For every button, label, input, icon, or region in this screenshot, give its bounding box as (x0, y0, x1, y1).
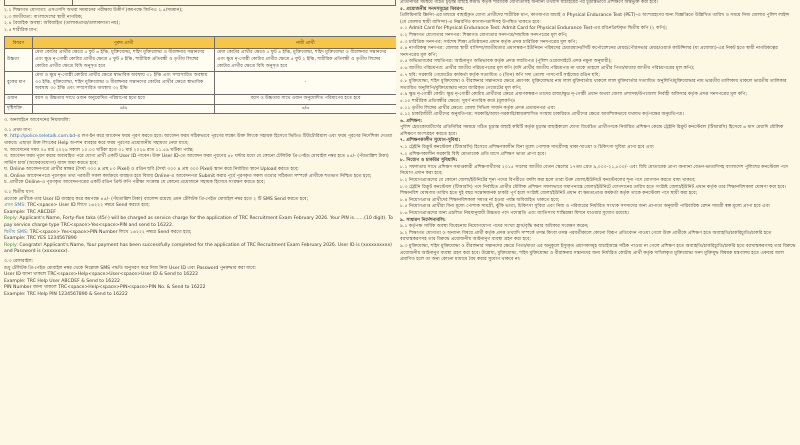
table-header-row (5, 37, 397, 49)
row-label: বুকের মাপ (5, 72, 33, 95)
document-item: ৫.৭ ছবি: সরকারি গেজেটেড কর্মকর্তা কর্তৃক সত্যায়িত ৩ (তিন) কপি সদ্য তোলা পাসপোর্ট সাইজের রঙিন ছবি; (400, 72, 600, 78)
row-female-value: মেধা কোটার প্রার্থীর ক্ষেত্রে ৫ ফুট ৪ ইঞ্চি, মুক্তিযোদ্ধা, শহিদ মুক্তিযোদ্ধা ও বীরাঙ্গনার সন্তানদের এবং ক্ষুদ্র নৃ-গোষ্ঠী কোটার প্রার্থীর ক্ষেত্রে ৫ ফুট ২ ইঞ্চি, শারীরিক প্রতিবন্ধী ও তৃতীয় লিঙ্গের কোটার প্রার্থীর ক্ষেত্রে বিধি অনুসৃত হবে (215, 49, 397, 72)
training-benefit-item: ৭.১ ট্রেইনি রিক্রুট কনস্টেবল (টিআরসি) হিসেবে প্রশিক্ষণকালীন বিনা মূল্যে পোশাক সামগ্রীসহ থাকা-খাওয়া ও চিকিৎসা সুবিধা প্রাপ্য হবে এবং (400, 145, 655, 151)
eligibility-nationality: ২.৩ জাতীয়তা: বাংলাদেশের স্থায়ী নাগরিক; (4, 14, 83, 20)
training-benefit-item: ৭.২ প্রশিক্ষণকালীন সরকারি বিধি মোতাবেক প্রতি মাসে প্রশিক্ষণ ভাতা প্রাপ্য হবে। (400, 151, 546, 157)
table-row-eyesight (5, 104, 397, 114)
left-column (4, 0, 396, 445)
reply-1-text: Applicant's Name, Forty-five taka (45/-) will be charged as service charge for the application of TRC Recruitment Exam February 2026. Your PIN is.......(10 digit). To pay service charge type TRC<space>Yes<space>PIN and send to 16222. (4, 216, 393, 229)
reply-1 (4, 216, 396, 229)
step-1-item-d: ঘ. Online আবেদনপত্রে প্রার্থীর স্বাক্ষর (দৈর্ঘ্য ৩০০ x প্রস্থ ৮০ Pixel) ও রঙিন ছবি (দৈর্ঘ্য ৩০০ x প্রস্থ ৩০০ Pixel) স্ক্যান করে নির্ধারিত স্থানে Upload করতে হবে; (4, 167, 299, 173)
step-1-item-f: চ. প্রার্থীকে Online-এ পূরণকৃত আবেদনপত্রের একটি রঙিন প্রিন্ট কপি পরীক্ষা সংক্রান্ত যে কোনো প্রয়োজনে সহায়ক হিসেবে সংরক্ষণ করতে হবে; (4, 180, 266, 186)
row-male-value: মেধা কোটার প্রার্থীর ক্ষেত্রে ৫ ফুট ৬ ইঞ্চি, মুক্তিযোদ্ধা, শহিদ মুক্তিযোদ্ধা ও বীরাঙ্গনার সন্তানদের এবং ক্ষুদ্র নৃ-গোষ্ঠী কোটার প্রার্থীর ক্ষেত্রে ৫ ফুট ৪ ইঞ্চি, শারীরিক প্রতিবন্ধী ও তৃতীয় লিঙ্গের কোটার প্রার্থীর ক্ষেত্রে বিধি অনুসৃত হবে (33, 49, 215, 72)
document-item: ৫.৬ জাতীয় পরিচয়পত্র: প্রার্থীর জাতীয় পরিচয়পত্রের মূল কপি (যদি প্রার্থীর জাতীয় পরিচয়পত্র না থাকে তাহলে প্রার্থীর পিতা/মাতার জাতীয় পরিচয়পত্রের মূল কপি); (400, 65, 695, 71)
row-male-value: ৬/৬ (33, 104, 215, 114)
physical-measurement-table (4, 36, 396, 114)
right-column (400, 0, 796, 445)
step-1-item-b: খ. আবেদনের সময় ০৫ মার্চ ২০২৬ সকাল ১০.০০ ঘটিকা হতে ৩১ মার্চ ২০২৬ রাত ১১.৫৯ ঘটিকা পর্যন্ত; (4, 147, 194, 153)
step-2-intro: প্রত্যেক প্রার্থীকে তার User ID ব্যবহার করে কমপক্ষে ৪৫/- (পঁয়তাল্লিশ টাকা) ব্যালেন্স রয়েছে এমন টেলিটক প্রি-পেইড মোবাইল নম্বর হতে ২ টি SMS Send করতে হবে; (4, 196, 309, 202)
document-item: ৫.২ শিক্ষাগত যোগ্যতার সনদপত্র: শিক্ষাগত যোগ্যতার সনদপত্র/সাময়িক সনদপত্রের মূল কপি; (400, 32, 568, 38)
appointment-item: ৮.১ সফলতার সাথে প্রশিক্ষণ সমাপ্তকারী প্রশিক্ষণার্থীদের ২০১৫ সালের জাতীয় বেতন স্কেলের ১৭তম গ্রেড ৯,০০০-২১,৮০০/- এবং বিধি মোতাবেক প্রাপ্য অন্যান্য বেতন-ভাতাদিসহ বাংলাদেশ পুলিশের কনস্টেবল পদে নিয়োগ প্রদান করা হবে; (400, 164, 789, 177)
item-a-prefix: ক. (4, 134, 11, 140)
section-7-title: ৭. প্রশিক্ষণকালীন সুযোগ-সুবিধা: (400, 138, 461, 144)
step-3-line: Example: TRC Help User ABCDEF & Send to 16222 (4, 278, 120, 284)
row-label: উচ্চতা (5, 49, 33, 72)
step-1-item-e: ঙ. Online আবেদনপত্রে পূরণকৃত তথ্য পরবর্তী সকল কার্যক্রমে ব্যবহৃত হবে বিধায় Online-এ আবেদনপত্র Submit করার পূর্বে পূরণকৃত সকল তথ্যের সঠিকতা সম্পর্কে প্রার্থীকে শতভাগ নিশ্চিত হতে হবে; (4, 173, 372, 179)
row-male-value: বয়স ও উচ্চতার সাথে ওজন অনুমোদিত পরিমাপের হতে হবে (33, 94, 215, 104)
table-row-weight (5, 94, 397, 104)
item-a-text: -এ লগ-ইন করে আবেদন ফরম পূরণ করতে হবে। আবেদন ফরম সঠিকভাবে পূরণের লক্ষ্যে উক্ত লিংকে সহায়ক হিসেবে ভিডিও টিউটোরিয়াল এবং ফরম পূরণের নির্দেশিকা দেওয়া থাকবে। এছাড়া উক্ত লিংকের Help অপশন ব্যবহার করে ফরম পূরণের প্রয়োজনীয় সহায়তা নেয়া যাবে; (4, 134, 393, 146)
document-item: ৫.৪ নাগরিকত্ব সনদপত্র: জেলার স্থায়ী বাসিন্দা/জাতীয়তার প্রমাণস্বরূপ ইউনিয়ন পরিষদের চেয়ারম্যান/সিটি কর্পোরেশনের মেয়র/পৌরসভার মেয়র/ওয়ার্ড কাউন্সিলর (যা প্রযোজ্য)-এর নিকট হতে স্থায়ী নাগরিকত্বের সনদপত্রের মূল কপি; (400, 46, 778, 58)
document-item: ৫.৮ মুক্তিযোদ্ধা, শহিদ মুক্তিযোদ্ধা ও বীরাঙ্গনার সন্তানদের ক্ষেত্রে প্রমাণক: মুক্তিযোদ্ধার নাম লাল মুক্তিবার্তায় থাকলে লাল মুক্তিবার্তার সত্যায়িত অনুলিপি/মুক্তিযোদ্ধার নাম ভারতীয় তালিকায় থাকলে ভারতীয় তালিকার সত্যায়িত অনুলিপি/মুক্তিযোদ্ধার নামে জারিকৃত গেজেটের মূল কপি; (400, 79, 787, 91)
document-item: ৫.১ Admit Card for Physical Endurance Test: Admit Card for Physical Endurance Test-এর রঙিনপ্রিন্টকৃত দ্বিতীয় কপি (২ কপি); (400, 26, 668, 32)
row-female-value: - (215, 72, 397, 95)
sms-1 (4, 203, 396, 210)
table-row-height (5, 49, 397, 72)
reply-2-text: Congrats! Applicant's Name, Your payment has been successfully completed for the application of TRC Recruitment Exam February 2026. User ID is (xxxxxxxxxx) and Password is (xxxxxxxx). (4, 242, 392, 255)
general-instruction-item: ৯.৩ মুক্তিযোদ্ধা, শহিদ মুক্তিযোদ্ধা ও বীরাঙ্গনার সন্তানদের ক্ষেত্রে পিতা/মাতা এর অনুকূলে ইস্যুকৃত প্রমাণকসমূহ যাচাইঅন্তে সঠিক পাওয়া না গেলে প্রশিক্ষণ হতে অব্যাহতি/চাকরিচ্যুতি/চাকরি হতে বরখাস্তকরণসহ তার বিরুদ্ধে প্রয়োজনীয় আইনানুগ ব্যবস্থা গ্রহণ করা হবে। উল্লেখ্য, মুক্তিযোদ্ধা, শহিদ মুক্তিযোদ্ধা ও বীরাঙ্গনার সন্তানদের জন্য নির্ধারিত কোটায় প্রার্থী কর্তৃক দাখিলকৃত মুক্তিযোদ্ধা সনদ মুক্তিযুদ্ধ বিষয়ক মন্ত্রণালয় হতে একবার জাল প্রমাণিত হলে তা অন্য কোনো মাধ্যমে বৈধ করার সুযোগ থাকবে না। (400, 243, 796, 263)
document-item: ৫.১২ চাকরিজীবী প্রার্থীদের অনুমতিপত্র: সরকারি/আধা-সরকারি/স্বায়ত্তশাসিত সংস্থায় চাকরিরত প্রার্থীদের ক্ষেত্রে আবশ্যিকভাবে যথাযথ কর্তৃপক্ষের অনুমতিপত্র। (400, 112, 684, 118)
application-link[interactable]: http://police.teletalk.com.bd (10, 134, 76, 140)
section-8-title: ৮. নিয়োগ ও চাকরির সুবিধাদি: (400, 158, 458, 164)
step-1-title: ৩.১ প্রথম ধাপ: (4, 127, 32, 133)
step-1-item-c: গ. আবেদন ফরম পূরণ করার অব্যবহিত পরে যোগ্য প্রার্থী একটি User ID পাবেন। উক্ত User ID-তে আবেদন ফরম পূরণের ৪৮ ঘন্টার মধ্যে যে কোনো টেলিটক প্রি-পেইড মোবাইল নম্বর হতে ৪৫/- (পঁয়তাল্লিশ টাকা) সার্ভিস চার্জ (অফেরতযোগ্য) বাবদ জমা করতে হবে; (4, 154, 389, 166)
sms-1-example: Example: TRC ABCDEF (4, 209, 56, 215)
eligibility-physical-measure: ২.৫ শারীরিক মাপ: (4, 27, 38, 33)
table-row-chest (5, 72, 397, 95)
sms-1-label: প্রথম SMS: (4, 203, 26, 209)
step-2-title: ৩.২ দ্বিতীয় ধাপ: (4, 190, 35, 196)
row-male-value: মেধা ও ক্ষুদ্র নৃ-গোষ্ঠী কোটার প্রার্থীর ক্ষেত্রে স্বাভাবিক অবস্থায় ৩১ ইঞ্চি এবং সম্প্রসারিত অবস্থায় ৩৩ ইঞ্চি, মুক্তিযোদ্ধা, শহিদ মুক্তিযোদ্ধা ও বীরাঙ্গনার সন্তানদের কোটার প্রার্থীর ক্ষেত্রে স্বাভাবিক অবস্থায় ৩০ ইঞ্চি এবং সম্প্রসারিত অবস্থায় ৩২ ইঞ্চি (33, 72, 215, 95)
section-6-title: ৬. প্রশিক্ষণ: (400, 118, 423, 124)
section-5-intro: প্রিলিমিনারি স্ক্রিনিং-এর মাধ্যমে বাছাইকৃত যোগ্য প্রার্থীদের শারীরিক মাপ, কাগজপত্র যাচাই ও Physical Endurance Test (PET)-এ অংশগ্রহণের জন্য বিজ্ঞপ্তিতে উল্লিখিত তারিখ ও সময়ে নিজ জেলার পুলিশ লাইন্স (যে জেলার স্থায়ী বাসিন্দা)-এ নিম্নবর্ণিত কাগজপত্রাদিসহ উপস্থিত থাকতে হবে: (400, 13, 790, 25)
document-item: ৫.৯ ক্ষুদ্র নৃ-গোষ্ঠী কোটা: ক্ষুদ্র নৃ-গোষ্ঠী কোটার প্রার্থীদের ক্ষেত্রে প্রমাণকস্বরূপ তাদের রাজা/ক্ষুদ্র নৃ-গোষ্ঠী প্রধান অথবা জেলা প্রশাসক/উপজেলা নির্বাহী অফিসার কর্তৃক প্রদত্ত সনদপত্রের মূল কপি; (400, 92, 748, 98)
document-item: ৫.৩ চারিত্রিক সনদপত্র: সর্বশেষ শিক্ষা প্রতিষ্ঠানের প্রধান কর্তৃক প্রদত্ত চারিত্রিক সনদপত্রের মূল কপি; (400, 39, 577, 45)
reply-2-label: Reply: (4, 242, 18, 248)
previous-table-bottom (4, 0, 396, 6)
eligibility-marital-status: ২.৪ বৈবাহিক অবস্থা: অবিবাহিত (তালাকপ্রাপ্ত/তালাকদাতা নয়); (4, 21, 121, 27)
section-9-title: ৯. সাধারণ নির্দেশনাবলি: (400, 217, 446, 223)
reply-1-label: Reply: (4, 216, 18, 222)
step-3-line: Example: TRC Help PIN 1234567890 & Send to 16222 (4, 291, 128, 297)
sms-2-label: দ্বিতীয় SMS: (4, 229, 29, 235)
section-5-title: ৫. প্রয়োজনীয় সনদসমূহের বিবরণ: (400, 6, 464, 12)
sms-2-example: Example: TRC YES 1234567890 (4, 236, 77, 242)
section-3-title: ৩. অনলাইনে আবেদনের নিয়মাবলি: (4, 118, 71, 124)
row-female-value: ৬/৬ (215, 104, 397, 114)
header-description: বিবরণ (5, 37, 33, 49)
document-item: ৫.১১ তৃতীয় লিঙ্গের প্রার্থীর ক্ষেত্রে: জেলা সিভিল সার্জন কর্তৃক প্রদত্ত প্রত্যয়নপত্র এবং (400, 105, 556, 111)
step-3-line: শুধু টেলিটক প্রি-পেইড মোবাইল নম্বর থেকে নিম্নোক্ত SMS পদ্ধতি অনুসরণ করে নিজ নিজ User ID এবং Password পুনরুদ্ধার করা যাবে: (4, 265, 257, 271)
document-item: ৫.১০ শারীরিক প্রতিবন্ধীর ক্ষেত্রে: সুবর্ণ নাগরিক কার্ড (মূলকপি)। (400, 98, 516, 104)
document-item: ৫.৫ অভিভাবকের সম্মতিপত্র: আইনানুগ অভিভাবক কর্তৃক প্রদত্ত সম্মতিপত্র (পুলিশ ওয়েবসাইটে প্রদত্ত নমুনা অনুযায়ী); (400, 59, 612, 65)
section-4-tail: প্রতিনিধির সমন্বয়ে গঠিত চূড়ান্ত বাছাই কমিটি কর্তৃক শারীরিক যোগ্যতাসহ অন্যান্য তথ্যাদি যাচাইয়ের পর চূড়ান্তভাবে প্রশিক্ষণে অন্তর্ভুক্ত করা হবে। (400, 0, 659, 5)
appointment-item: ৮.৫ নিয়োগপ্রাপ্ত প্রার্থীরা বিনা মূল্যে পোশাক সামগ্রী, ঝুঁকি ভাতা, চিকিৎসা সুবিধা এবং নিজ ও পরিবারের নির্ধারিত সংখ্যক সদস্যদের জন্য প্রাপ্যতা অনুযায়ী পারিবারিক রেশন সামগ্রী স্বল্প মূল্যে প্রাপ্য হবে এবং (400, 204, 771, 210)
general-instruction-item: ৯.১ কর্তৃপক্ষ সার্বিক অবস্থা বিবেচনায় নিয়োগযোগ্য পদের সংখ্যা হ্রাস/বৃদ্ধি করার অধিকার সংরক্ষণ করেন; (400, 224, 589, 230)
appointment-item: ৮.৩ ট্রেইনি রিক্রুট কনস্টেবল (টিআরসি) পদে নির্বাচিত প্রার্থীর মৌলিক প্রশিক্ষণ সফলভাবে সমাপনান্তে জেলা/ইউনিটে যোগদানের তারিখ হতে সংশ্লিষ্ট জেলা/ইউনিট প্রধান কর্তৃক তার শিক্ষানবিশকাল ঘোষণা করা হবে। শিক্ষানবিশ ঘোষণার তারিখ হতে দুই বছর সন্তোষজনক চাকরি পূর্ণ হলে সংশ্লিষ্ট জেলা/ইউনিট প্রধান বা ক্ষমতাপ্রাপ্ত কর্মকর্তা কর্তৃক তাকে কনস্টেবল পদে স্থায়ী করা হবে; (400, 184, 787, 197)
header-female: নারী প্রার্থী (215, 37, 397, 49)
section-6-text: পুলিশ হেডকোয়ার্টার্সের প্রতিনিধির সমন্বয়ে গঠিত চূড়ান্ত বাছাই কমিটি কর্তৃক চূড়ান্ত বাছাইকালে যোগ্য বিবেচিত প্রার্থীগণকে নির্ধারিত প্রশিক্ষণ কেন্দ্রে ট্রেইনি রিক্রুট কনস্টেবল (টিআরসি) হিসেবে ৬ মাস মেয়াদি মৌলিক প্রশিক্ষণে অংশগ্রহণ করতে হবে। (400, 125, 784, 137)
header-male: পুরুষ প্রার্থী (33, 37, 215, 49)
reply-2 (4, 243, 396, 256)
step-3-line: User ID জানা থাকলে TRC<space>Help<space>User<space>User ID & Send to 16222 (4, 272, 198, 278)
general-instruction-item: ৯.২ শিক্ষাগত যোগ্যতা ও অন্যান্য বিষয়ে প্রার্থী কর্তৃক প্রদত্ত তথ্যাদি সম্পর্কে তদন্ত কিংবা তদন্ত পরবর্তীকালে কোনো বিরূপ প্রতিবেদন পাওয়া গেলে উক্ত প্রার্থীকে প্রশিক্ষণ হতে অব্যাহতি/চাকরিচ্যুতি/চাকরি হতে বরখাস্তকরণসহ তার বিরুদ্ধে প্রয়োজনীয় আইনানুগ ব্যবস্থা গ্রহণ করা হবে; (400, 230, 772, 243)
row-label: ওজন (5, 94, 33, 104)
appointment-item: ৮.২ নিয়োগপ্রাপ্তদের যে কোনো জেলা/ইউনিটের শূন্য পদের বিপরীতে বদলি করা হলে তারা উক্ত জেলা/ইউনিটে কনস্টেবলের শূন্য পদে যোগদান করতে বাধ্য থাকবে; (400, 178, 696, 184)
sms-1-text: TRC<space> User ID লিখে ১৬২২২ নম্বরে Send করতে হবে; (25, 203, 150, 209)
step-1-item-a (4, 134, 396, 147)
sms-2-text: TRC<space> Yes<space>PIN Number লিখে ১৬২২২ নম্বরে Send করতে হবে; (28, 229, 192, 235)
row-female-value: বয়স ও উচ্চতার সাথে ওজন অনুমোদিত পরিমাপের হতে হবে (215, 94, 397, 104)
appointment-item: ৮.৬ নিয়োগপ্রাপ্তদের জন্য প্রচলিত নিয়মানুযায়ী উচ্চতর পদে পদোন্নতি এবং জাতিসংঘ শান্তিরক্ষা মিশনে যাওয়ার সুযোগ রয়েছে। (400, 211, 630, 216)
eligibility-education: ২.২ শিক্ষাগত যোগ্যতা: এসএসসি অথবা সমমানের পরীক্ষায় উত্তীর্ণ (কমপক্ষে জিপিএ ২.৫/সমমান); (4, 8, 183, 13)
row-label: দৃষ্টিশক্তি (5, 104, 33, 114)
step-3-title: ৩.৩ রেফারাইল: (4, 259, 34, 264)
appointment-item: ৮.৪ নিয়োগপ্রাপ্ত প্রার্থীদের শিক্ষানবিশকাল সমাপ্ত না হওয়া পর্যন্ত অবিবাহিত থাকতে হবে; (400, 197, 560, 203)
step-3-line: PIN Number জানা থাকলে TRC<space>Help<space>PIN<space>PIN No. & Send to 16222 (4, 285, 206, 291)
